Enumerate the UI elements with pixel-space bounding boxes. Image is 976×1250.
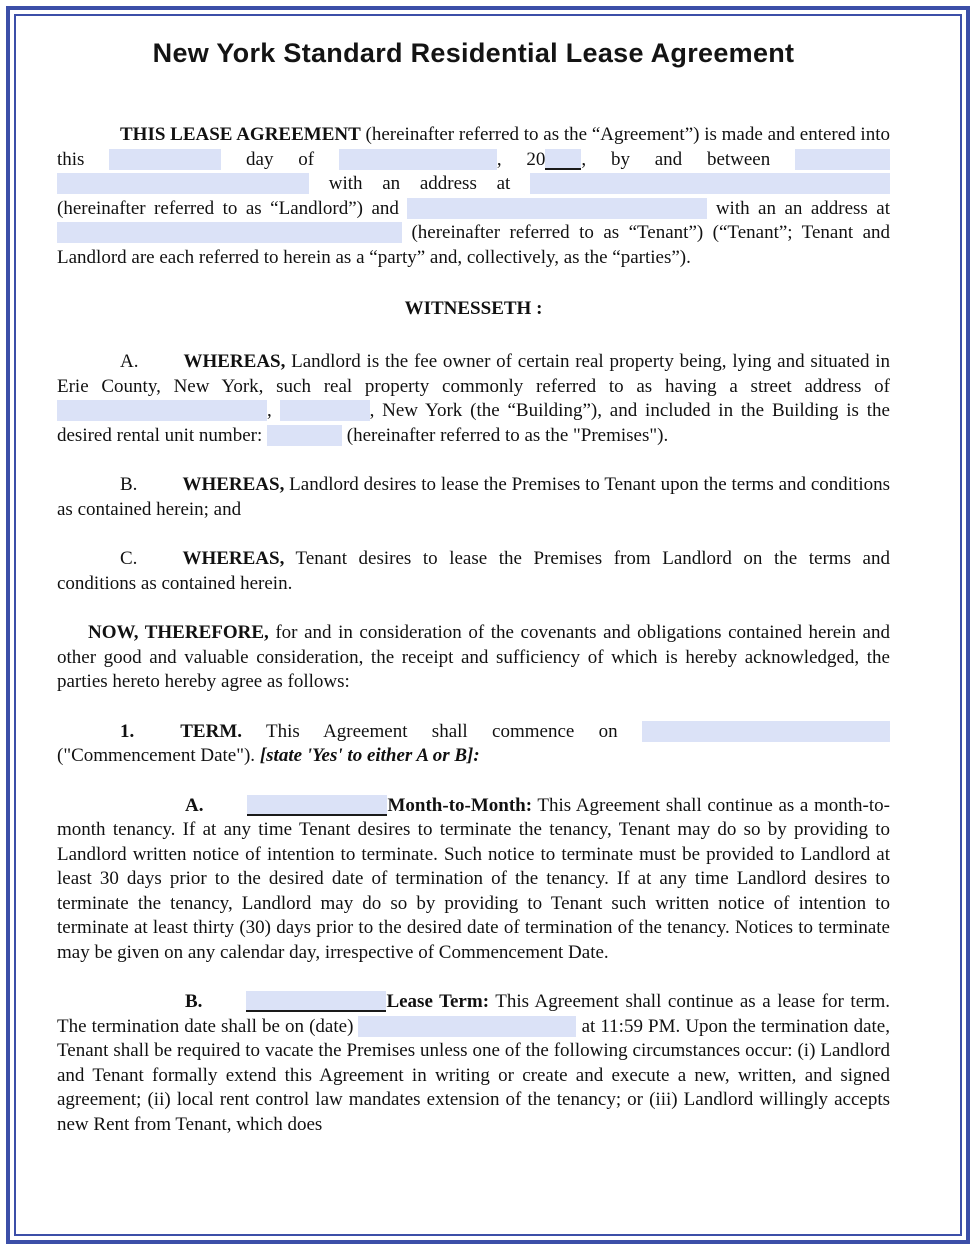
- text-run: B.: [120, 474, 138, 495]
- street-address-blank[interactable]: [57, 400, 267, 421]
- text-run: This Agreement shall continue as a lease for term. The termination date shall be on (date): [57, 991, 890, 1037]
- tenant-name-blank[interactable]: [407, 198, 707, 219]
- landlord-name-blank-1[interactable]: [795, 149, 890, 170]
- text-run: WHEREAS,: [183, 351, 286, 372]
- paragraph-intro: [57, 123, 890, 270]
- landlord-address-blank[interactable]: [530, 173, 890, 194]
- tenant-address-blank[interactable]: [57, 222, 402, 243]
- text-run: at 11:59 PM. Upon the termination date, Tenant shall be required to vacate the Premises unless one of the following circumstances occur: (i) Landlord and Tenant formally extend this Agreement in writing or create and execute a new, written, and signed agreement; (ii) local rent control law mandates extension of the tenancy; or (iii) Landlord willingly accepts new Rent from Tenant, which does: [57, 1015, 890, 1135]
- termination-date-blank[interactable]: [358, 1016, 576, 1037]
- text-run: C.: [120, 548, 138, 569]
- text-run: This Agreement shall continue as a month-to-month tenancy. If at any time Tenant desires to terminate the tenancy, Tenant may do so by providing to Landlord written notice of intention to terminate. Such notice to terminate must be provided to Landlord at least 30 days prior to the desired date of termination of the tenancy. If at any time Landlord desires to terminate the tenancy, Landlord may do so by providing to Tenant such written notice of intention to terminate at least thirty (30) days prior to the desired date of termination of the tenancy. Notices to terminate may be given on any calendar day, irrespective of Commencement Date.: [57, 794, 890, 963]
- text-run: with an an address at: [707, 197, 890, 219]
- paragraph-whereas-b: [57, 473, 890, 522]
- text-run: NOW, THEREFORE,: [88, 622, 269, 643]
- witnesseth-heading: WITNESSETH :: [404, 298, 543, 319]
- text-run: for and in consideration of the covenants and obligations contained herein and other good and valuable consideration, the receipt and sufficiency of which is hereby acknowledged, the parties hereto hereby agree as follows:: [57, 622, 890, 692]
- text-run: [state 'Yes' to either A or B]:: [259, 745, 480, 766]
- year-blank[interactable]: [545, 149, 581, 170]
- text-run: This Agreement shall commence on: [242, 720, 642, 742]
- city-blank[interactable]: [280, 400, 370, 421]
- document-content: [57, 22, 890, 1228]
- tab-spacer: [203, 810, 247, 811]
- paragraph-term-option-b: [57, 990, 890, 1137]
- tab-spacer: [202, 1006, 246, 1007]
- document-body: [57, 123, 890, 1137]
- text-run: WHEREAS,: [182, 474, 285, 495]
- commencement-date-blank[interactable]: [642, 721, 890, 742]
- text-run: B.: [185, 991, 203, 1012]
- text-run: WHEREAS,: [182, 548, 285, 569]
- landlord-name-blank-2[interactable]: [57, 173, 309, 194]
- text-run: with an address at: [309, 173, 530, 194]
- paragraph-now-therefore: [57, 621, 890, 695]
- text-run: Tenant desires to lease the Premises from Landlord on the terms and conditions as contained herein.: [57, 548, 890, 594]
- text-run: , New York (the “Building”), and included in the Building is the desired rental unit number:: [57, 400, 890, 446]
- text-run: ("Commencement Date").: [57, 745, 260, 766]
- tab-spacer: [134, 736, 180, 737]
- text-run: , by and between: [581, 148, 796, 170]
- text-run: (hereinafter referred to as the "Premises").: [342, 424, 669, 446]
- text-run: (hereinafter referred to as “Landlord”) and: [57, 197, 408, 219]
- text-run: 1.: [120, 720, 135, 742]
- paragraph-term: [57, 720, 890, 769]
- text-run: ,: [267, 400, 280, 421]
- day-of-month-blank[interactable]: [109, 149, 221, 170]
- tab-spacer: [137, 563, 182, 564]
- text-run: (hereinafter referred to as “Tenant”) (“Tenant”; Tenant and Landlord are each referred to herein as a “party” and, collectively, as the “parties”).: [57, 222, 890, 268]
- text-run: Landlord is the fee owner of certain real property being, lying and situated in Erie County, New York, such real property commonly referred to as having a street address of: [57, 351, 890, 397]
- text-run: Lease Term:: [386, 991, 490, 1012]
- text-run: (hereinafter referred to as the “Agreement”) is made and entered into this: [57, 124, 890, 170]
- text-run: A.: [120, 351, 139, 372]
- month-to-month-option-blank[interactable]: [247, 795, 387, 816]
- text-run: TERM.: [180, 720, 242, 742]
- text-run: THIS LEASE AGREEMENT: [120, 124, 361, 145]
- tab-spacer: [137, 489, 182, 490]
- tab-spacer: [138, 366, 183, 367]
- paragraph-term-option-a: [57, 794, 890, 966]
- lease-term-option-blank[interactable]: [246, 991, 386, 1012]
- text-run: Month-to-Month:: [387, 794, 533, 816]
- text-run: A.: [185, 794, 204, 816]
- month-blank[interactable]: [339, 149, 497, 170]
- text-run: , 20: [496, 148, 546, 170]
- unit-number-blank[interactable]: [267, 425, 342, 446]
- text-run: Landlord desires to lease the Premises to Tenant upon the terms and conditions as contained herein; and: [57, 474, 890, 520]
- text-run: day of: [221, 148, 339, 170]
- paragraph-whereas-c: [57, 547, 890, 596]
- document-title: New York Standard Residential Lease Agreement: [152, 38, 795, 68]
- paragraph-whereas-a: [57, 350, 890, 448]
